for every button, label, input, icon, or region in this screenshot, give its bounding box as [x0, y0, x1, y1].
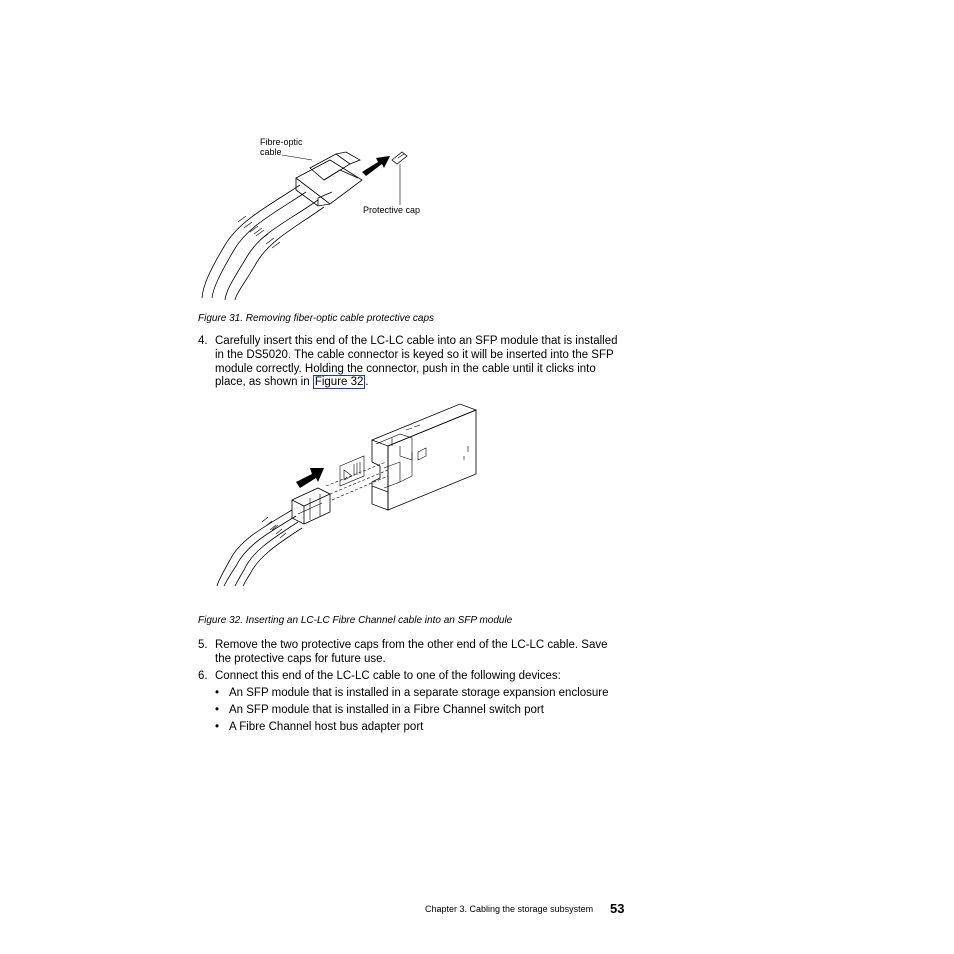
chapter-title: Chapter 3. Cabling the storage subsystem	[425, 904, 594, 914]
bullet-text: A Fibre Channel host bus adapter port	[229, 721, 424, 733]
page-number: 53	[610, 901, 625, 916]
step-4-line-2: in the DS5020. The cable connector is keyed so it will be inserted into the SFP	[215, 348, 614, 361]
protective-cap-callout: Protective cap	[363, 205, 421, 215]
figure-32-caption: Figure 32. Inserting an LC-LC Fibre Channel cable into an SFP module	[198, 615, 513, 626]
step-5-number: 5.	[198, 639, 208, 651]
step-5-text	[215, 639, 625, 667]
bullet-icon: •	[215, 704, 220, 716]
bullet-text: An SFP module that is installed in a separate storage expansion enclosure	[229, 687, 609, 699]
step-6-number: 6.	[198, 670, 208, 682]
step-4-line-1: Carefully insert this end of the LC-LC cable into an SFP module that is installed	[215, 335, 618, 347]
bullet-icon: •	[215, 687, 220, 699]
step-4-line-4-suffix: .	[365, 376, 369, 389]
step-5-line-2: the protective caps for future use.	[215, 652, 386, 665]
figure-31-caption: Figure 31. Removing fiber-optic cable protective caps	[198, 313, 435, 324]
step-4-line-3: module correctly. Holding the connector, push in the cable until it clicks into	[215, 362, 596, 375]
figure-32-link[interactable]: Figure 32	[314, 376, 364, 389]
fibre-optic-cable-callout-line2: cable	[260, 147, 282, 157]
bullet-text: An SFP module that is installed in a Fibre Channel switch port	[229, 704, 544, 716]
step-5-line-1: Remove the two protective caps from the other end of the LC-LC cable. Save	[215, 639, 608, 651]
step-4-number: 4.	[198, 335, 208, 347]
bullet-icon: •	[215, 721, 220, 733]
step-4-line-4-prefix: place, as shown in	[215, 376, 310, 389]
step-6-text: Connect this end of the LC-LC cable to one of the following devices:	[215, 670, 561, 682]
fibre-optic-cable-callout-line1: Fibre-optic	[260, 137, 303, 147]
